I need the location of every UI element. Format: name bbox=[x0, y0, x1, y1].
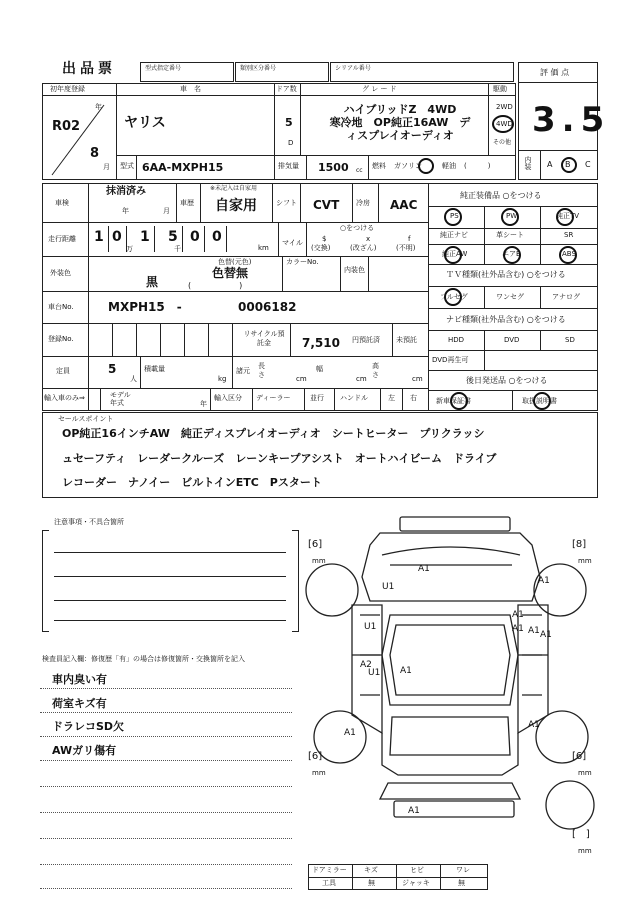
damage-mark: A1 bbox=[512, 610, 524, 620]
era-value: R02 bbox=[52, 119, 81, 134]
meter-ok-sym: $ bbox=[322, 235, 327, 243]
capacity-unit: 人 bbox=[130, 375, 137, 383]
color-paren: ( ) bbox=[188, 281, 243, 290]
mileage-sen-unit: 千 bbox=[174, 245, 181, 253]
legend-mirror: ドアミラー bbox=[312, 866, 347, 874]
serial-label: シリアル番号 bbox=[335, 65, 371, 72]
equip-tv-circle bbox=[556, 208, 574, 226]
mileage-digit: 1 bbox=[140, 229, 150, 245]
legend-tools: 工具 bbox=[322, 879, 336, 887]
month-unit: 月 bbox=[103, 163, 110, 171]
note-item-3: ドラレコSD欠 bbox=[52, 720, 125, 733]
height-label: 高さ bbox=[372, 362, 379, 379]
mile-label: マイル bbox=[282, 239, 303, 247]
model-year-label: モデル年式 bbox=[110, 391, 131, 407]
fuel-gas-circle bbox=[418, 158, 434, 174]
note-item-4: AWガリ傷有 bbox=[52, 744, 117, 757]
legend-split: ワレ bbox=[456, 866, 470, 874]
grade-value: ハイブリッドZ 4WD 寒冷地 OP純正16AW デ ィスプレイオーディオ bbox=[329, 103, 471, 142]
meter-ok: (交換) bbox=[311, 244, 331, 252]
right-label: 右 bbox=[410, 394, 417, 402]
ac-label: 冷房 bbox=[356, 199, 370, 207]
capacity-value: 5 bbox=[108, 362, 117, 376]
recycle-unpaid: 未預託 bbox=[396, 336, 417, 344]
model-cert-label: 型式指定番号 bbox=[145, 65, 182, 72]
car-name-value: ヤリス bbox=[124, 115, 166, 131]
insp-year-unit: 年 bbox=[122, 207, 129, 215]
mileage-digit: 0 bbox=[212, 229, 222, 245]
parallel-label: 並行 bbox=[310, 394, 324, 402]
sales-line-2: ュセーフティ レーダークルーズ レーンキープアシスト オートハイビーム ドライブ bbox=[62, 452, 497, 465]
tv-oneseg: ワンセグ bbox=[496, 293, 524, 301]
interior-c: C bbox=[585, 160, 591, 169]
damage-mark: A1 bbox=[528, 720, 540, 730]
dealer-label: ディーラー bbox=[256, 394, 291, 402]
legend-crack: ヒビ bbox=[410, 866, 424, 874]
caution-label: 注意事項・不具合箇所 bbox=[54, 518, 124, 526]
tv-fullseg-circle bbox=[444, 288, 462, 306]
capacity-label: 定員 bbox=[56, 367, 70, 375]
month-value: 8 bbox=[90, 146, 100, 161]
score-label: 評 価 点 bbox=[540, 68, 570, 77]
color-no-label: カラーNo. bbox=[286, 258, 319, 266]
doors-value: 5 bbox=[285, 116, 293, 129]
tread-rl: [6] bbox=[308, 751, 323, 762]
equip-ps-circle bbox=[444, 208, 462, 226]
displacement-label: 排気量 bbox=[278, 162, 299, 170]
model-value: 6AA-MXPH15 bbox=[142, 161, 224, 174]
legend-tools-value: 無 bbox=[368, 879, 375, 887]
recycle-status: 円預託済 bbox=[352, 336, 380, 344]
equip-ps: PS bbox=[450, 212, 459, 220]
legend-scratch: キズ bbox=[364, 866, 378, 874]
equip-title: 純正装備品 ○をつける bbox=[460, 191, 542, 200]
model-label: 型式 bbox=[120, 162, 134, 170]
shift-value: CVT bbox=[313, 198, 340, 212]
drive-other: その他 bbox=[493, 139, 512, 146]
score-value: 3.5 bbox=[532, 100, 611, 140]
grade-label: グ レ ー ド bbox=[362, 85, 397, 93]
category-label: 類別区分番号 bbox=[240, 65, 277, 72]
damage-mark: U1 bbox=[382, 582, 395, 592]
post-manual-circle bbox=[533, 392, 551, 410]
sales-line-1: OP純正16インチAW 純正ディスプレイオーディオ シートヒーター プリクラッシ bbox=[62, 427, 485, 440]
chassis-prefix: MXPH15 - bbox=[108, 300, 182, 314]
mileage-km: km bbox=[258, 244, 269, 252]
length-label: 長さ bbox=[258, 362, 265, 379]
tread-spare-unit: mm bbox=[578, 847, 592, 855]
note-item-1: 車内臭い有 bbox=[52, 673, 107, 686]
year-unit: 年 bbox=[95, 103, 102, 111]
drive-4wd: 4WD bbox=[496, 120, 513, 128]
mileage-digit: 1 bbox=[94, 229, 104, 245]
damage-mark: A1 bbox=[540, 630, 552, 640]
interior-a: A bbox=[547, 160, 553, 169]
page-title: 出品票 bbox=[62, 61, 116, 77]
fuel-diesel: 軽油 bbox=[442, 162, 456, 170]
post-title: 後日発送品 ○をつける bbox=[466, 376, 548, 385]
equip-tv: 純正TV bbox=[556, 212, 580, 220]
dvd-player: DVD再生可 bbox=[432, 356, 469, 364]
post-manual: 取扱説明書 bbox=[522, 397, 557, 405]
first-reg-label: 初年度登録 bbox=[50, 85, 85, 93]
sales-points-label: セールスポイント bbox=[58, 415, 114, 423]
exterior-label: 外装色 bbox=[50, 269, 71, 277]
handle-label: ハンドル bbox=[340, 394, 368, 402]
post-warranty-circle bbox=[450, 392, 468, 410]
displacement-value: 1500 bbox=[318, 161, 349, 174]
interior-label: 内装 bbox=[524, 156, 532, 170]
equip-abs-circle bbox=[559, 246, 577, 264]
damage-mark: A1 bbox=[400, 666, 412, 676]
left-label: 左 bbox=[388, 394, 395, 402]
tread-fl-unit: mm bbox=[312, 557, 326, 565]
import-type-label: 輸入区分 bbox=[214, 394, 242, 402]
tread-rr-unit: mm bbox=[578, 769, 592, 777]
tv-fullseg: フルセグ bbox=[440, 293, 468, 301]
equip-abs: ABS bbox=[562, 250, 576, 258]
meter-f-sym: f bbox=[408, 235, 411, 243]
displacement-unit: cc bbox=[356, 167, 363, 174]
color-change-value: 色替無 bbox=[212, 266, 249, 280]
damage-mark: A1 bbox=[538, 576, 550, 586]
fuel-label: 燃料 bbox=[372, 162, 386, 170]
equip-aw: 純正AW bbox=[442, 250, 468, 258]
damage-mark: U1 bbox=[368, 668, 381, 678]
equip-aw-circle bbox=[444, 246, 462, 264]
equip-airbag: エアB bbox=[502, 250, 521, 258]
exterior-value: 黒 bbox=[146, 275, 159, 289]
meter-x-sym: x bbox=[366, 235, 371, 243]
color-change-label: 色替(元色) bbox=[218, 258, 252, 266]
tv-type-title: ＴＶ種類(社外品含む) ○をつける bbox=[446, 270, 566, 279]
drive-label: 駆動 bbox=[493, 85, 507, 93]
fuel-gas: ガソリン bbox=[394, 162, 422, 170]
tread-rr: [6] bbox=[572, 751, 587, 762]
drive-4wd-circle bbox=[492, 115, 514, 133]
mark-note: ○をつける bbox=[340, 224, 375, 232]
damage-mark: U1 bbox=[364, 622, 377, 632]
damage-mark: A1 bbox=[418, 564, 430, 574]
recycle-value: 7,510 bbox=[302, 336, 340, 350]
ac-value: AAC bbox=[390, 198, 418, 212]
tread-fr: [8] bbox=[572, 539, 587, 550]
recycle-label: リサイクル預託金 bbox=[243, 330, 285, 347]
equip-pw: PW bbox=[506, 212, 518, 220]
doors-unit: D bbox=[288, 139, 294, 147]
equip-seat: 革シート bbox=[496, 231, 524, 239]
equip-pw-circle bbox=[501, 208, 519, 226]
chassis-label: 車台No. bbox=[48, 303, 74, 311]
mileage-digit: 5 bbox=[168, 229, 178, 245]
mileage-digit: 0 bbox=[112, 229, 122, 245]
damage-mark: A1 bbox=[512, 624, 524, 634]
width-label: 幅 bbox=[316, 365, 323, 373]
inspector-label: 検査員記入欄：修復歴「有」の場合は修復箇所・交換箇所を記入 bbox=[42, 655, 245, 663]
inspection-label: 車検 bbox=[55, 199, 69, 207]
tread-fl: [6] bbox=[308, 539, 323, 550]
navi-dvd: DVD bbox=[504, 336, 520, 344]
legend-jack: ジャッキ bbox=[402, 879, 430, 887]
damage-mark: A1 bbox=[528, 626, 540, 636]
insp-month-unit: 月 bbox=[163, 207, 170, 215]
post-warranty: 新車保証書 bbox=[436, 397, 471, 405]
length-cm: cm bbox=[296, 375, 307, 383]
interior-color-label: 内装色 bbox=[344, 266, 365, 274]
chassis-number: 0006182 bbox=[238, 300, 297, 314]
legend-jack-value: 無 bbox=[458, 879, 465, 887]
tread-rl-unit: mm bbox=[312, 769, 326, 777]
note-item-2: 荷室キズ有 bbox=[52, 697, 107, 710]
tread-fr-unit: mm bbox=[578, 557, 592, 565]
inspection-value: 抹消済み bbox=[106, 186, 146, 197]
meter-unknown: (不明) bbox=[396, 244, 416, 252]
navi-type-title: ナビ種類(社外品含む) ○をつける bbox=[446, 315, 566, 324]
mileage-digit: 0 bbox=[190, 229, 200, 245]
car-name-label: 車 名 bbox=[180, 85, 201, 93]
navi-hdd: HDD bbox=[448, 336, 465, 344]
meter-mod: (改ざん) bbox=[350, 244, 377, 252]
doors-label: ドア数 bbox=[276, 85, 297, 93]
navi-sd: SD bbox=[565, 336, 575, 344]
mileage-label: 走行距離 bbox=[48, 235, 76, 243]
drive-2wd: 2WD bbox=[496, 103, 513, 111]
dims-label: 諸元 bbox=[236, 367, 250, 375]
mileage-man-unit: 万 bbox=[126, 245, 133, 253]
sales-line-3: レコーダー ナノイー ビルトインETC Pスタート bbox=[62, 476, 322, 489]
history-note: ※未記入は自家用 bbox=[210, 185, 258, 192]
damage-mark: A1 bbox=[344, 728, 356, 738]
equip-sr: SR bbox=[564, 231, 574, 239]
equip-airbag-circle bbox=[503, 246, 521, 264]
load-unit: kg bbox=[218, 375, 227, 383]
damage-mark: A2 bbox=[360, 660, 372, 670]
width-cm: cm bbox=[356, 375, 367, 383]
import-label: 輸入車のみ⇒ bbox=[44, 394, 85, 402]
load-label: 積載量 bbox=[144, 365, 165, 373]
tread-spare: [ ] bbox=[572, 829, 590, 840]
car-diagram bbox=[300, 505, 600, 865]
damage-mark: A1 bbox=[408, 806, 420, 816]
history-value: 自家用 bbox=[215, 198, 257, 214]
reg-no-label: 登録No. bbox=[48, 335, 74, 343]
tv-analog: アナログ bbox=[552, 293, 580, 301]
interior-b-circle bbox=[561, 157, 577, 173]
model-year-unit: 年 bbox=[200, 400, 207, 408]
shift-label: シフト bbox=[276, 199, 297, 207]
history-label: 車歴 bbox=[180, 199, 194, 207]
interior-b: B bbox=[565, 160, 571, 169]
equip-nav: 純正ナビ bbox=[440, 231, 468, 239]
height-cm: cm bbox=[412, 375, 423, 383]
